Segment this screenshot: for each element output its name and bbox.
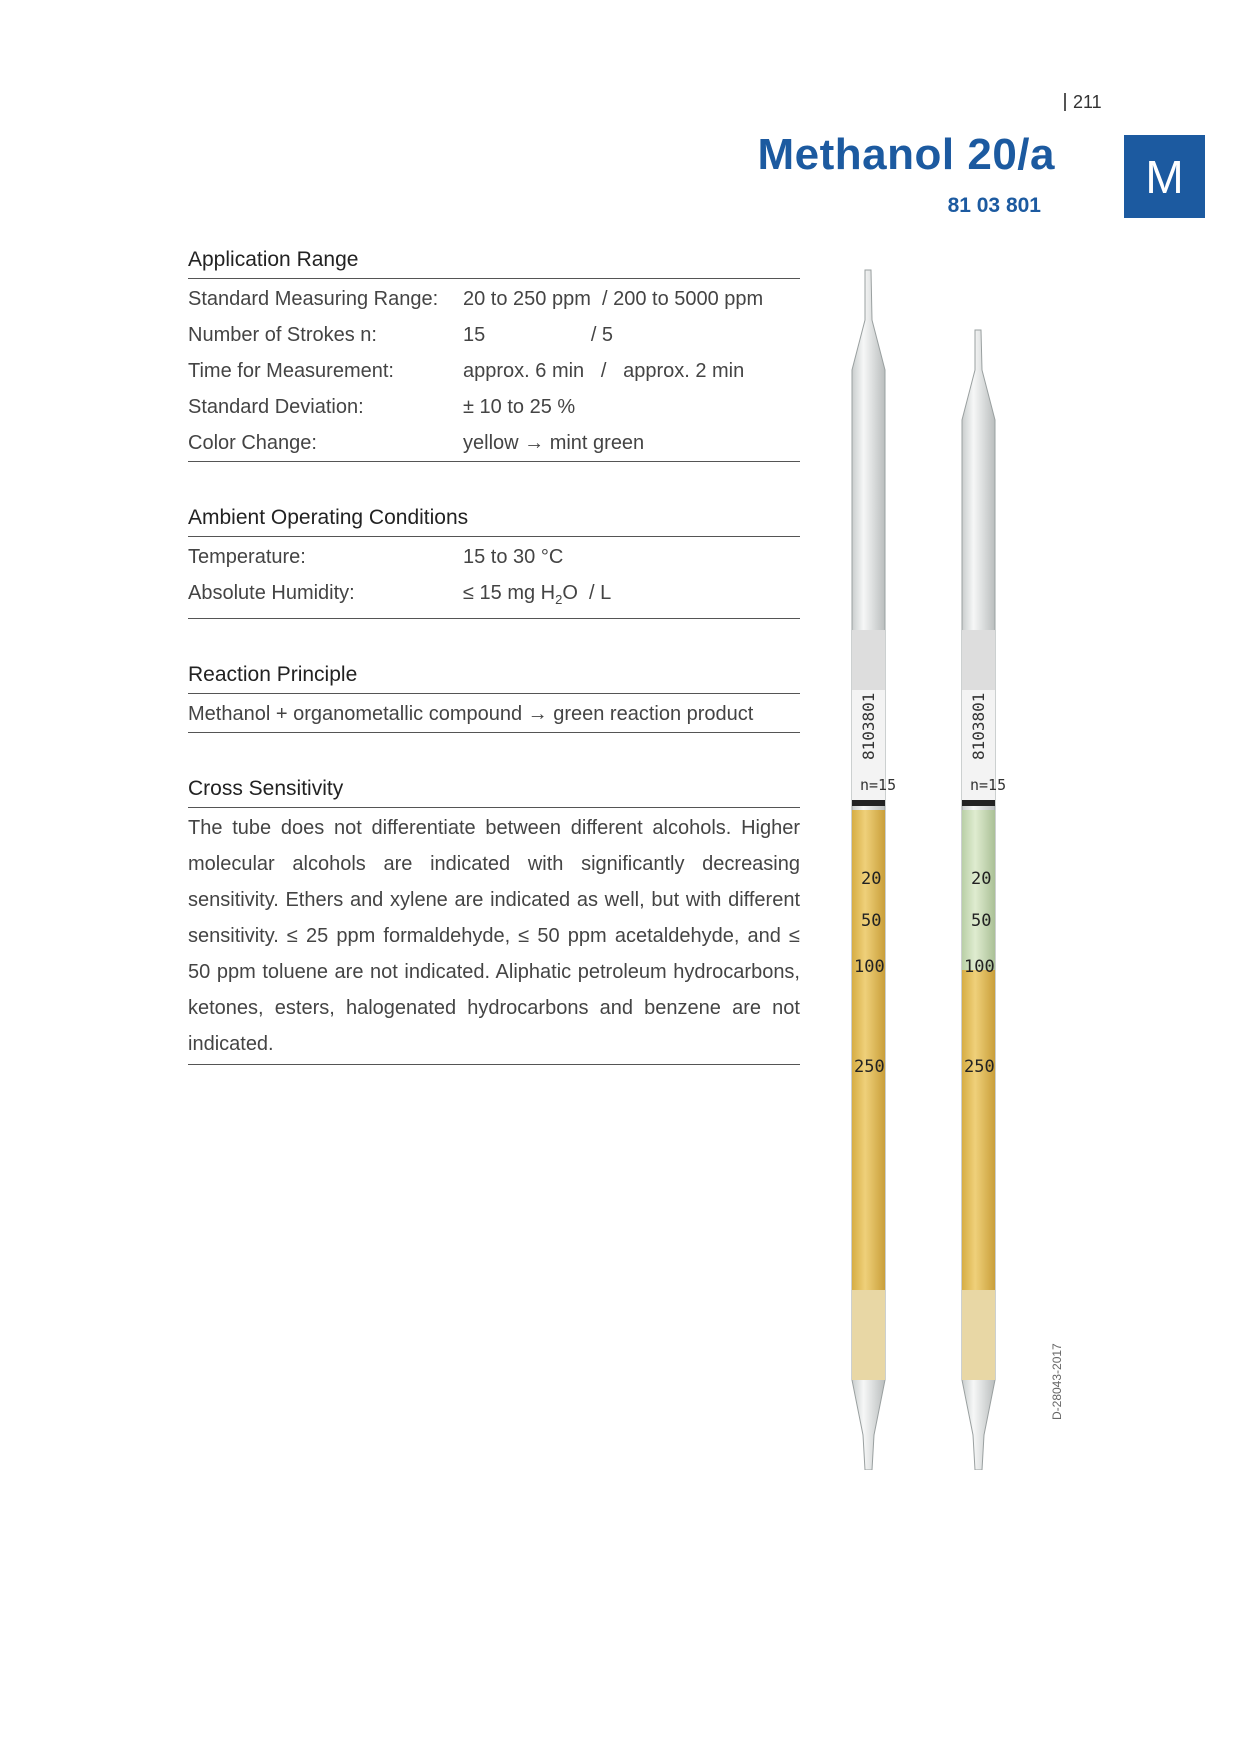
humidity-post: O / L (562, 582, 612, 604)
scale-mark: 20 (971, 869, 992, 889)
spec-value: yellow → mint green (463, 432, 645, 454)
tube-code-left: 8103801 (859, 692, 878, 760)
scale-mark: 100 (854, 957, 885, 977)
content-column (188, 248, 800, 1109)
scale-mark: 50 (971, 911, 992, 931)
reaction-principle-section (188, 663, 800, 733)
scale-mark: 250 (964, 1057, 995, 1077)
spec-label: Time for Measurement: (188, 360, 394, 382)
spec-label: Standard Deviation: (188, 396, 364, 418)
gauze-plug (852, 630, 885, 690)
image-id: D-28043-2017 (1050, 1343, 1064, 1420)
spec-row (188, 539, 800, 575)
section-heading: Ambient Operating Conditions (188, 506, 800, 537)
index-letter-tab[interactable]: M (1124, 135, 1205, 218)
humidity-subscript: 2 (555, 592, 563, 607)
spec-row (188, 317, 800, 353)
tube-code-right: 8103801 (969, 692, 988, 760)
scale-mark: 100 (964, 957, 995, 977)
detector-tubes-photo (830, 260, 1050, 1470)
spec-label: Color Change: (188, 432, 317, 454)
ambient-conditions-rows (188, 537, 800, 619)
reaction-text: Methanol + organometallic compound → green reaction product (188, 694, 800, 733)
order-number: 81 03 801 (947, 194, 1041, 217)
spec-label: Number of Strokes n: (188, 324, 377, 346)
spec-row (188, 281, 800, 317)
scale-mark: 250 (854, 1057, 885, 1077)
spec-label: Temperature: (188, 546, 306, 568)
cross-sensitivity-text: The tube does not differentiate between different alcohols. Higher molecular alcohols are indicated with significantly decreasing sensitivity. Ethers and xylene are indicated as well, but with different sensitivity. ≤ 25 ppm formaldehyde, ≤ 50 ppm acetaldehyde, and ≤ 50 ppm toluene are not indicated. Aliphatic petroleum hydrocarbons, ketones, esters, halogenated hydrocarbons and benzene are not indicated. (188, 808, 800, 1065)
spec-value (463, 575, 800, 618)
spec-value: ± 10 to 25 % (463, 396, 576, 418)
page-title: Methanol 20/a (757, 130, 1055, 179)
spec-row (188, 425, 800, 461)
spec-value: 20 to 250 ppm / 200 to 5000 ppm (463, 288, 764, 310)
spec-row (188, 389, 800, 425)
application-range-section (188, 248, 800, 462)
strokes-mark-right: n=15 (970, 776, 1007, 794)
spec-value: 15 to 30 °C (463, 546, 564, 568)
spec-row (188, 575, 800, 618)
section-heading: Reaction Principle (188, 663, 800, 694)
section-heading: Cross Sensitivity (188, 777, 800, 808)
yellow-reagent (962, 970, 995, 1290)
spec-value: approx. 6 min / approx. 2 min (463, 360, 745, 382)
strokes-mark-left: n=15 (860, 776, 897, 794)
cross-sensitivity-section (188, 777, 800, 1065)
gauze-plug (962, 630, 995, 690)
humidity-pre: ≤ 15 mg H (463, 582, 556, 604)
page-number: 211 (1064, 92, 1102, 113)
tube-right (962, 330, 995, 1470)
application-range-rows (188, 279, 800, 462)
spec-label: Absolute Humidity: (188, 582, 355, 604)
spec-label: Standard Measuring Range: (188, 288, 439, 310)
ambient-conditions-section (188, 506, 800, 619)
green-reagent (962, 810, 995, 970)
scale-mark: 20 (861, 869, 882, 889)
section-heading: Application Range (188, 248, 800, 279)
scale-mark: 50 (861, 911, 882, 931)
spec-row (188, 353, 800, 389)
tubes-illustration (830, 260, 1050, 1470)
spec-value: 15 / 5 (463, 324, 614, 346)
